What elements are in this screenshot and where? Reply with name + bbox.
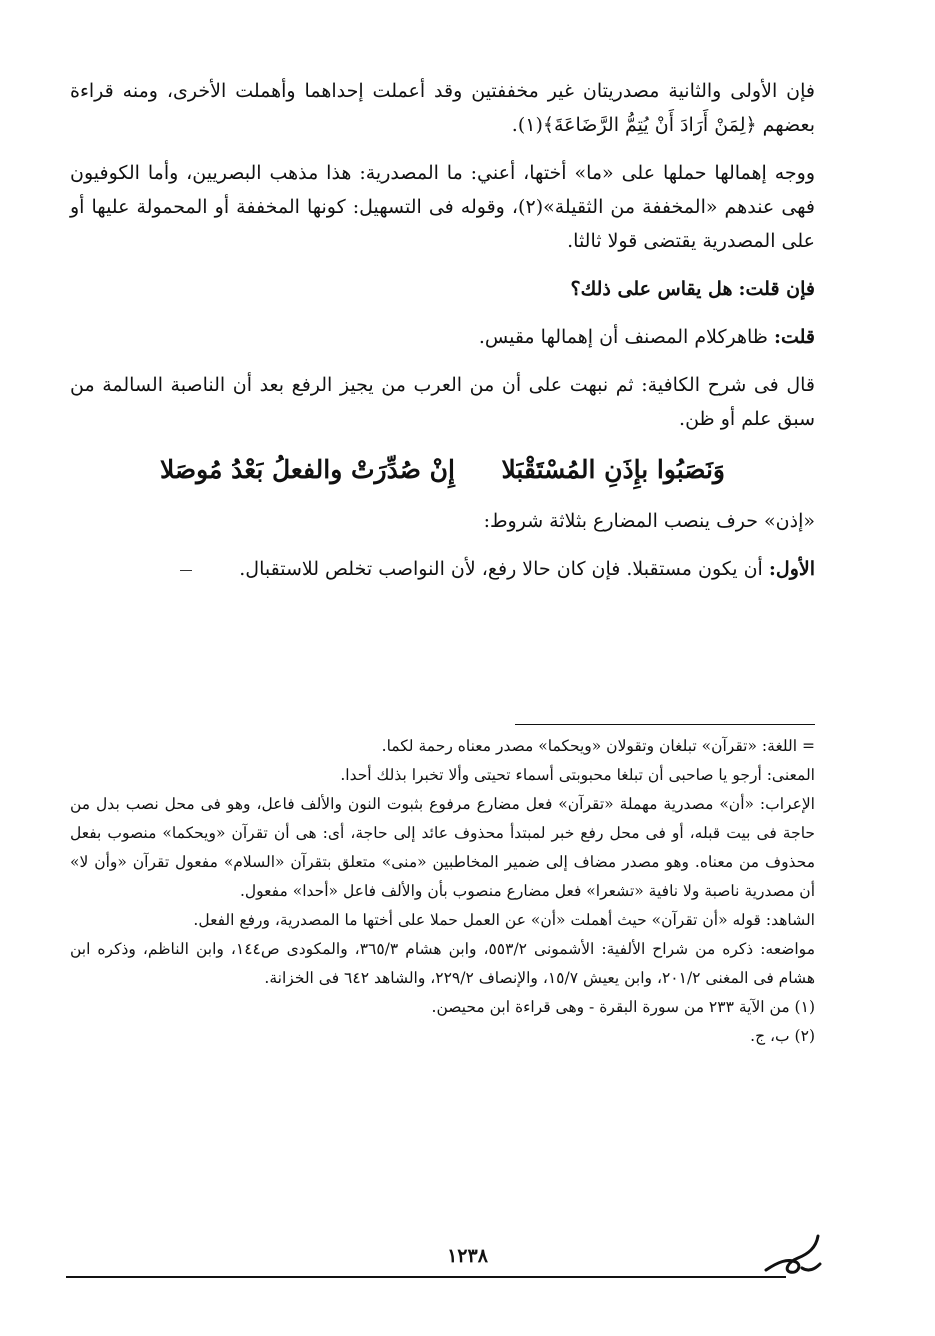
note-irab: الإعراب: «أن» مصدرية مهملة «تقرآن» فعل مضارع مرفوع بثبوت النون والألف فاعل، وهو فى محل نصب بدل من حاجة فى بيت قبله، أو فى محل رفع خبر لمبتدأ محذوف عائد إلى حاجة، أى: هى أن تقرآن «ويحكما» منصوب بفعل محذوف من معناه. وهو مصدر مضاف إلى ضمير المخاطبين «منى» متعلق بتقرآن «السلام» مفعول تقرآن «وأن لا» أن مصدرية ناصبة ولا نافية «تشعرا» فعل مضارع منصوب بأن والألف فاعل «أحدا» مفعول. xyxy=(70,795,815,900)
question-label: فإن قلت: xyxy=(738,278,815,300)
note-maana: المعنى: أرجو يا صاحبى أن تبلغا محبوبتى أسماء تحيتى وألا تخبرا بذلك أحدا. xyxy=(340,766,815,784)
first-condition-label: الأول: xyxy=(768,558,815,580)
paragraph-2: ووجه إهمالها حملها على «ما» أختها، أعني: ما المصدرية: هذا مذهب البصريين، وأما الكوفيون فهى عندهم «المخففة من الثقيلة»(٢)، وقوله فى التسهيل: كونها المخففة أو المحمولة عليها أو على المصدرية يقتضى قولا ثالثا. xyxy=(70,162,816,252)
question-line xyxy=(70,272,815,306)
answer-line xyxy=(70,320,815,354)
question-text: هل يقاس على ذلك؟ xyxy=(570,278,733,300)
bottom-rule xyxy=(66,1276,786,1278)
main-text xyxy=(70,74,815,600)
note-mawadi: مواضعه: ذكره من شراح الألفية: الأشمونى ٥٥٣/٢، وابن هشام ٣٦٥/٣، والمكودى ص١٤٤، وابن الناظم، وذكره ابن هشام فى المغنى ٢٠١/٢، وابن يعيش ١٥/٧، والإنصاف ٢٢٩/٢، والشاهد ٦٤٢ فى الخزانة. xyxy=(70,940,815,987)
note-shahid: الشاهد: قوله «أن تقرآن» حيث أهملت «أن» عن العمل حملا على أختها ما المصدرية، ورفع الفعل. xyxy=(193,911,815,929)
footnote-2: (٢) ب، ج. xyxy=(750,1027,815,1045)
answer-label: قلت: xyxy=(773,326,815,348)
first-condition-text: أن يكون مستقبلا. فإن كان حالا رفع، لأن النواصب تخلص للاستقبال. xyxy=(239,558,763,580)
page-number: ١٢٣٨ xyxy=(447,1245,488,1267)
signature-mark xyxy=(758,1218,828,1288)
footnotes xyxy=(70,732,815,1051)
paragraph-3: قال فى شرح الكافية: ثم نبهت على أن من العرب من يجيز الرفع بعد أن الناصبة السالمة من سبق علم أو ظن. xyxy=(70,374,815,430)
stray-mark xyxy=(180,570,192,571)
footnote-1: (١) من الآية ٢٣٣ من سورة البقرة - وهى قراءة ابن محيصن. xyxy=(431,998,815,1016)
first-condition xyxy=(70,552,815,586)
paragraph-4: «إذن» حرف ينصب المضارع بثلاثة شروط: xyxy=(483,510,815,532)
poetry-verse xyxy=(160,450,725,490)
verse-second-hemistich: إِنْ صُدِّرَتْ والفعلُ بَعْدُ مُوصَلا xyxy=(160,455,455,484)
footnote-separator xyxy=(515,724,815,725)
verse-first-hemistich: وَنَصَبُوا بإِذَنِ المُسْتَقْبَلا xyxy=(501,455,725,484)
paragraph-1: فإن الأولى والثانية مصدريتان غير مخففتين وقد أعملت إحداهما وأهملت الأخرى، ومنه قراءة بعضهم ﴿لِمَنْ أَرَادَ أَنْ يُتِمُّ الرَّضَاعَةَ﴾(١). xyxy=(70,80,815,136)
note-lugha: = اللغة: «تقرآن» تبلغان وتقولان «ويحكما» مصدر معناه رحمة لكما. xyxy=(381,737,815,755)
answer-text: ظاهركلام المصنف أن إهمالها مقيس. xyxy=(478,326,768,348)
